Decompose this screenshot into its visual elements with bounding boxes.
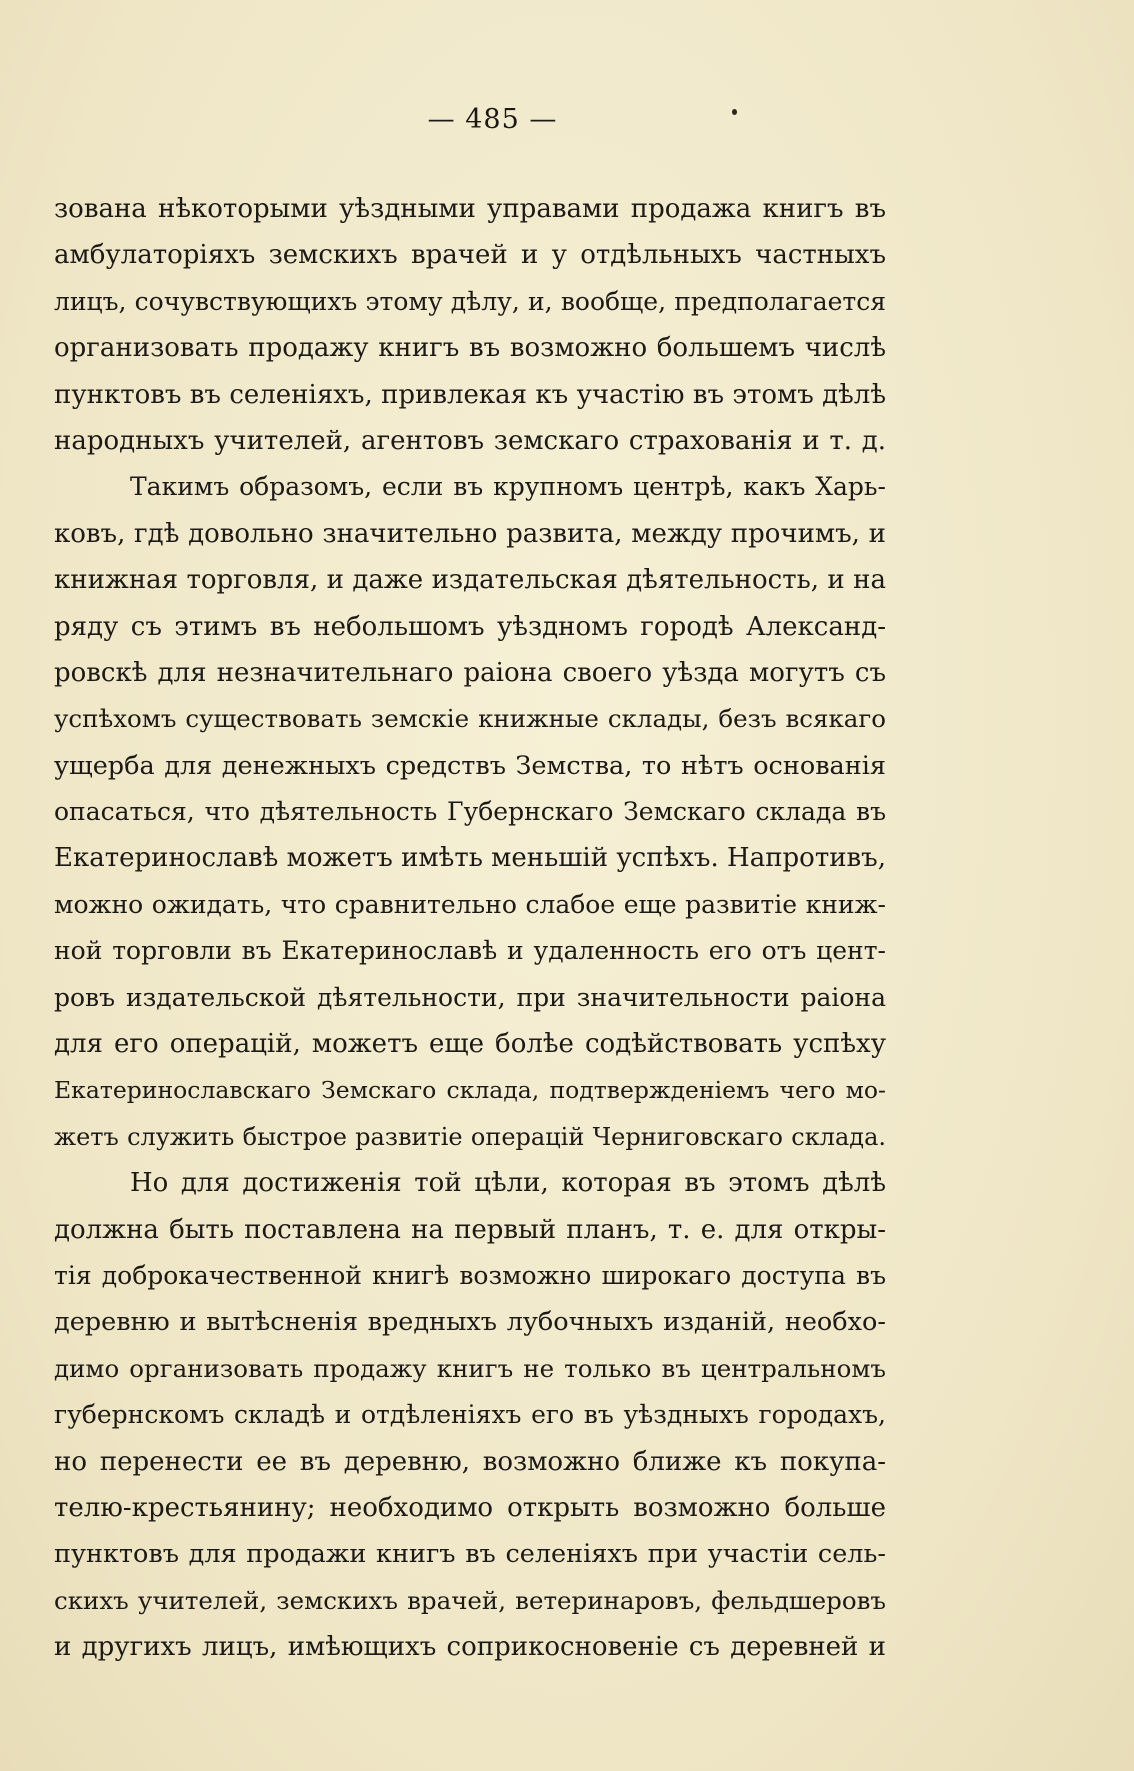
text-line: ряду съ этимъ въ небольшомъ уѣздномъ городѣ Александ- — [54, 611, 886, 642]
text-line: пунктовъ въ селеніяхъ, привлекая къ участію въ этомъ дѣлѣ — [54, 379, 886, 410]
text-line: ровъ издательской дѣятельности, при значительности раіона — [54, 982, 886, 1012]
text-line: и другихъ лицъ, имѣющихъ соприкосновеніе съ деревней и — [54, 1632, 886, 1663]
text-line: ущерба для денежныхъ средствъ Земства, то нѣтъ основанія — [54, 750, 886, 781]
text-line: жетъ служить быстрое развитіе операцій Черниговскаго склада. — [54, 1122, 886, 1151]
text-line: можно ожидать, что сравнительно слабое еще развитіе книж- — [54, 889, 886, 919]
text-line: книжная торговля, и даже издательская дѣятельность, и на — [54, 565, 886, 596]
text-line: лицъ, сочувствующихъ этому дѣлу, и, вообще, предполагается — [54, 286, 886, 316]
text-line: ровскѣ для незначительнаго раіона своего уѣзда могутъ съ — [54, 657, 886, 688]
text-line: Такимъ образомъ, если въ крупномъ центрѣ, какъ Харь- — [130, 472, 886, 502]
text-line: димо организовать продажу книгъ не только въ центральномъ — [54, 1353, 886, 1383]
text-line: Но для достиженія той цѣли, которая въ этомъ дѣлѣ — [130, 1168, 886, 1199]
body-text — [54, 186, 886, 1671]
text-line: успѣхомъ существовать земскіе книжные склады, безъ всякаго — [54, 704, 886, 734]
page-number: — 485 — — [427, 104, 558, 135]
text-line: губернскомъ складѣ и отдѣленіяхъ его въ уѣздныхъ городахъ, — [54, 1400, 886, 1430]
text-line: деревню и вытѣсненія вредныхъ лубочныхъ изданій, необхо- — [54, 1307, 886, 1338]
text-line: должна быть поставлена на первый планъ, т. е. для откры- — [54, 1214, 886, 1245]
text-line: пунктовъ для продажи книгъ въ селеніяхъ при участіи сель- — [54, 1539, 886, 1570]
text-line: зована нѣкоторыми уѣздными управами продажа книгъ въ — [54, 194, 886, 224]
text-line: телю-крестьянину; необходимо открыть возможно больше — [54, 1492, 886, 1523]
text-line: ковъ, гдѣ довольно значительно развита, между прочимъ, и — [54, 518, 886, 549]
text-line: для его операцій, можетъ еще болѣе содѣйствовать успѣху — [54, 1029, 886, 1060]
text-line: народныхъ учителей, агентовъ земскаго страхованія и т. д. — [54, 425, 886, 456]
text-line: Екатеринославскаго Земскаго склада, подтвержденіемъ чего мо- — [54, 1076, 886, 1105]
text-line: скихъ учителей, земскихъ врачей, ветеринаровъ, фельдшеровъ — [54, 1585, 886, 1615]
text-line: организовать продажу книгъ въ возможно большемъ числѣ — [54, 333, 886, 364]
text-line: Екатеринославѣ можетъ имѣть меньшій успѣхъ. Напротивъ, — [54, 843, 886, 874]
text-line: опасаться, что дѣятельность Губернскаго Земскаго склада въ — [54, 797, 886, 827]
text-line: амбулаторіяхъ земскихъ врачей и у отдѣльныхъ частныхъ — [54, 240, 886, 271]
text-line: но перенести ее въ деревню, возможно ближе къ покупа- — [54, 1446, 886, 1477]
ink-speck — [732, 109, 737, 115]
text-line: тія доброкачественной книгѣ возможно широкаго доступа въ — [54, 1260, 886, 1290]
text-line: ной торговли въ Екатеринославѣ и удаленность его отъ цент- — [54, 936, 886, 966]
